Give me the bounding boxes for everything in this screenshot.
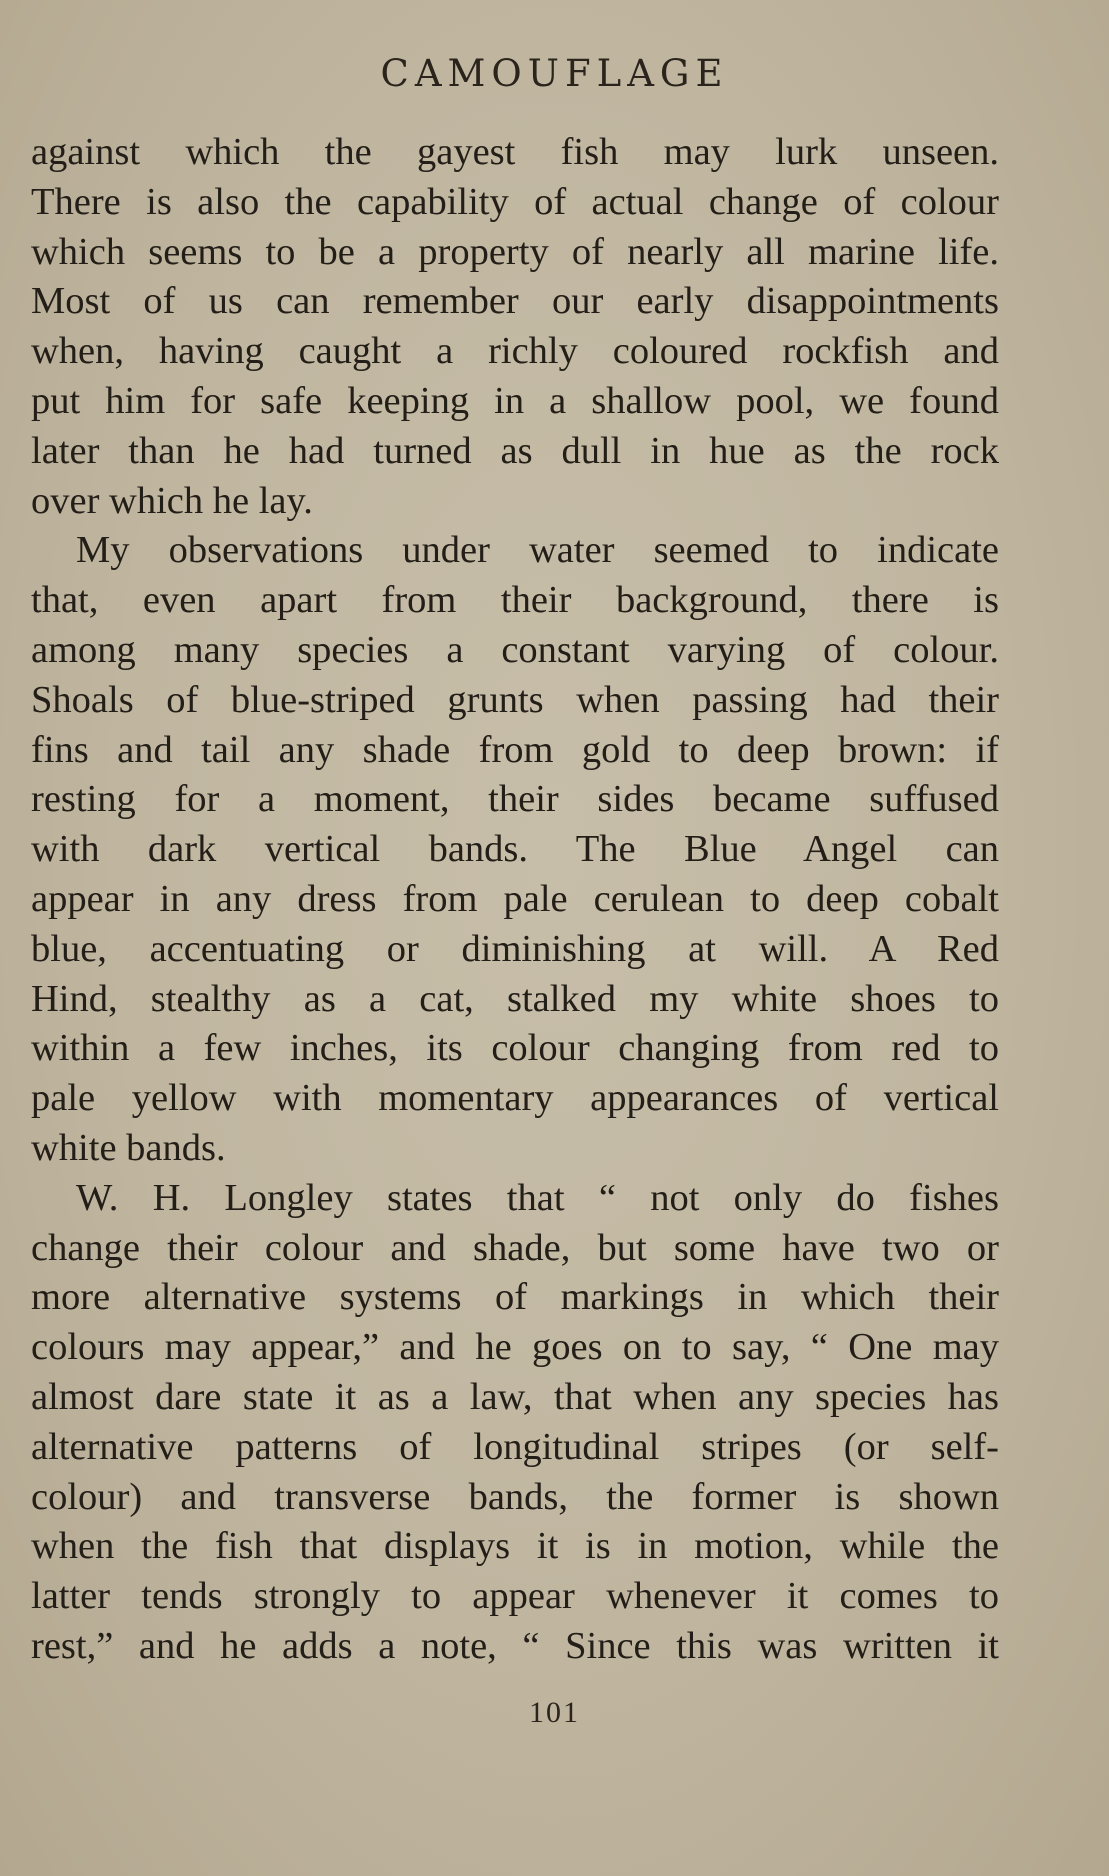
text-line: white bands.: [31, 1126, 226, 1169]
text-line: within a few inches, its colour changing from red to: [31, 1027, 999, 1070]
text-line: colour) and transverse bands, the former is shown: [31, 1475, 999, 1518]
text-line: later than he had turned as dull in hue as the rock: [31, 429, 999, 472]
text-line: with dark vertical bands. The Blue Angel can: [31, 828, 999, 871]
running-head: CAMOUFLAGE: [380, 52, 729, 95]
text-line: alternative patterns of longitudinal stripes (or self-: [31, 1425, 999, 1468]
text-line: Shoals of blue-striped grunts when passing had their: [31, 678, 999, 721]
text-line: more alternative systems of markings in which their: [31, 1276, 999, 1319]
paragraph-1: [31, 128, 999, 526]
text-line: over which he lay.: [31, 479, 313, 522]
text-line: resting for a moment, their sides became suffused: [31, 778, 999, 821]
text-line: put him for safe keeping in a shallow pool, we found: [31, 379, 999, 422]
text-line: that, even apart from their background, there is: [31, 579, 999, 622]
text-line: My observations under water seemed to indicate: [76, 529, 999, 572]
text-line: against which the gayest fish may lurk unseen.: [31, 131, 999, 173]
text-line: when the fish that displays it is in motion, while the: [31, 1525, 999, 1568]
text-line: pale yellow with momentary appearances of vertical: [31, 1077, 999, 1120]
paragraph-2: [31, 526, 999, 1173]
page-number: 101: [529, 1696, 580, 1729]
text-line: almost dare state it as a law, that when any species has: [31, 1375, 999, 1418]
text-line: W. H. Longley states that “ not only do fishes: [76, 1176, 999, 1219]
text-line: among many species a constant varying of colour.: [31, 628, 999, 671]
text-line: rest,” and he adds a note, “ Since this was written it: [31, 1624, 999, 1667]
text-line: appear in any dress from pale cerulean to deep cobalt: [31, 877, 999, 920]
body-text: [31, 128, 999, 1672]
text-line: when, having caught a richly coloured rockfish and: [31, 330, 999, 373]
text-line: change their colour and shade, but some have two or: [31, 1226, 999, 1269]
paragraph-3: [31, 1174, 999, 1672]
text-line: There is also the capability of actual change of colour: [31, 180, 999, 223]
text-line: latter tends strongly to appear whenever it comes to: [31, 1575, 999, 1618]
text-line: Hind, stealthy as a cat, stalked my white shoes to: [31, 977, 999, 1020]
text-line: colours may appear,” and he goes on to say, “ One may: [31, 1326, 999, 1369]
text-line: blue, accentuating or diminishing at will. A Red: [31, 927, 999, 970]
text-line: Most of us can remember our early disappointments: [31, 280, 999, 323]
text-line: fins and tail any shade from gold to deep brown: if: [31, 728, 999, 771]
text-line: which seems to be a property of nearly all marine life.: [31, 230, 999, 273]
